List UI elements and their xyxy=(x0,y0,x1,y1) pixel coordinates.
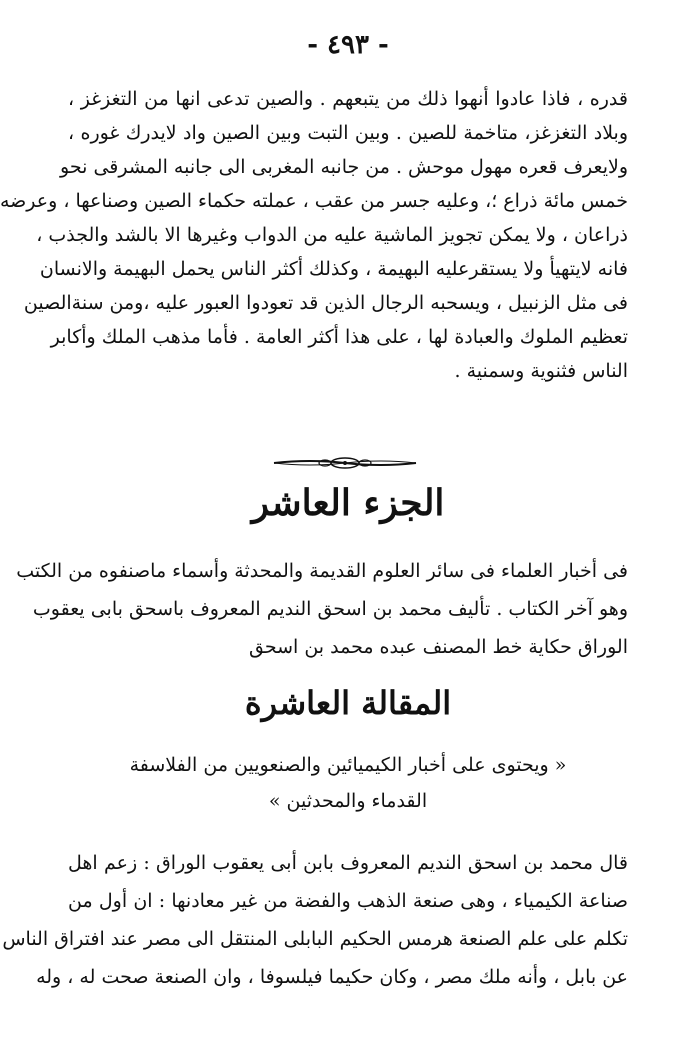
part-description-line: الوراق حكاية خط المصنف عبده محمد بن اسحق xyxy=(248,636,628,658)
body-text-line: عن بابل ، وأنه ملك مصر ، وكان حكيما فيلسوفا ، وان الصنعة صحت له ، وله xyxy=(36,966,628,988)
body-text-line: تكلم على علم الصنعة هرمس الحكيم البابلى المنتقل الى مصر عند افتراق الناس xyxy=(2,928,628,950)
text-line: خمس مائة ذراع ؛، وعليه جسر من عقب ، عملته حكماء الصين وصناعها ، وعرضه xyxy=(0,190,628,212)
body-text-line: قال محمد بن اسحق النديم المعروف بابن أبى يعقوب الوراق : زعم اهل xyxy=(68,852,628,874)
part-description-line: فى أخبار العلماء فى سائر العلوم القديمة والمحدثة وأسماء ماصنفوه من الكتب xyxy=(16,560,628,582)
text-line: وبلاد التغزغز، متاخمة للصين . وبين التبت وبين الصين واد لايدرك غوره ، xyxy=(68,122,628,144)
text-line: ولايعرف قعره مهول موحش . من جانبه المغربى الى جانبه المشرقى نحو xyxy=(60,156,628,178)
ornament-divider-icon xyxy=(270,455,420,471)
text-line: فى مثل الزنبيل ، ويسحبه الرجال الذين قد تعودوا العبور عليه ،ومن سنةالصين xyxy=(23,292,628,314)
maqala-heading: المقالة العاشرة xyxy=(244,684,452,722)
text-line: فانه لايتهيأ ولا يستقرعليه البهيمة ، وكذلك أكثر الناس يحمل البهيمة والانسان xyxy=(39,258,628,280)
part-heading: الجزء العاشر xyxy=(251,482,445,524)
text-line-last: الناس فثنوية وسمنية . xyxy=(454,360,628,382)
part-description-line: وهو آخر الكتاب . تأليف محمد بن اسحق النديم المعروف باسحق بابى يعقوب xyxy=(32,598,628,620)
maqala-subtitle-line: « ويحتوى على أخبار الكيميائين والصنعويين من الفلاسفة xyxy=(129,754,567,776)
text-line: ذراعان ، ولا يمكن تجويز الماشية عليه من الدواب وغيرها الا بالشد والجذب ، xyxy=(36,224,628,246)
page-number: - ٤٩٣ - xyxy=(307,30,389,60)
body-text-line: صناعة الكيمياء ، وهى صنعة الذهب والفضة من غير معادنها : ان أول من xyxy=(68,890,628,912)
text-line: تعظيم الملوك والعبادة لها ، على هذا أكثر العامة . فأما مذهب الملك وأكابر xyxy=(50,326,628,348)
maqala-subtitle-line: القدماء والمحدثين » xyxy=(268,790,428,812)
text-line: قدره ، فاذا عادوا أنهوا ذلك من يتبعهم . والصين تدعى انها من التغزغز ، xyxy=(68,88,628,110)
